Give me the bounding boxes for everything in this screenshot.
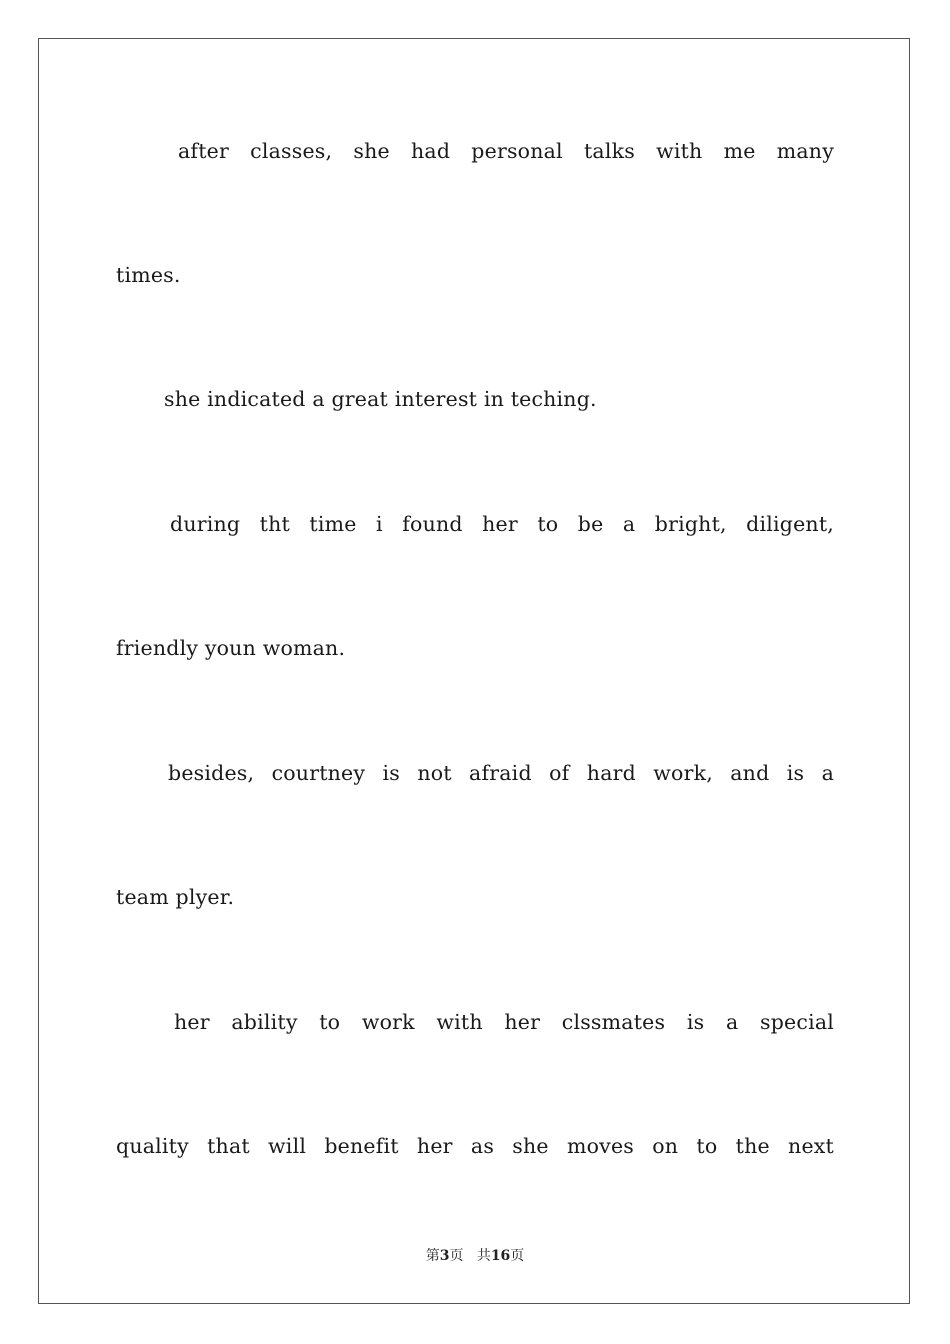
text-line: she indicated a great interest in teching. — [164, 387, 597, 411]
text-line: team plyer. — [116, 885, 235, 909]
page-suffix: 页 — [449, 1248, 464, 1264]
text-line: times. — [116, 263, 181, 287]
total-prefix: 共 — [476, 1248, 491, 1264]
page-prefix: 第 — [425, 1248, 440, 1264]
total-suffix: 页 — [510, 1248, 525, 1264]
text-line: friendly youn woman. — [116, 636, 346, 660]
page-border — [38, 38, 910, 1304]
total-pages: 16 — [490, 1248, 511, 1264]
text-line: quality that will benefit her as she moves on to the next — [116, 1134, 834, 1158]
page-footer — [0, 1247, 950, 1265]
text-line: besides, courtney is not afraid of hard work, and is a — [168, 761, 834, 785]
text-line: during tht time i found her to be a bright, diligent, — [170, 512, 834, 536]
text-line: her ability to work with her clssmates is a special — [174, 1010, 834, 1034]
text-line: after classes, she had personal talks with me many — [178, 139, 834, 163]
page-number: 3 — [439, 1248, 450, 1264]
